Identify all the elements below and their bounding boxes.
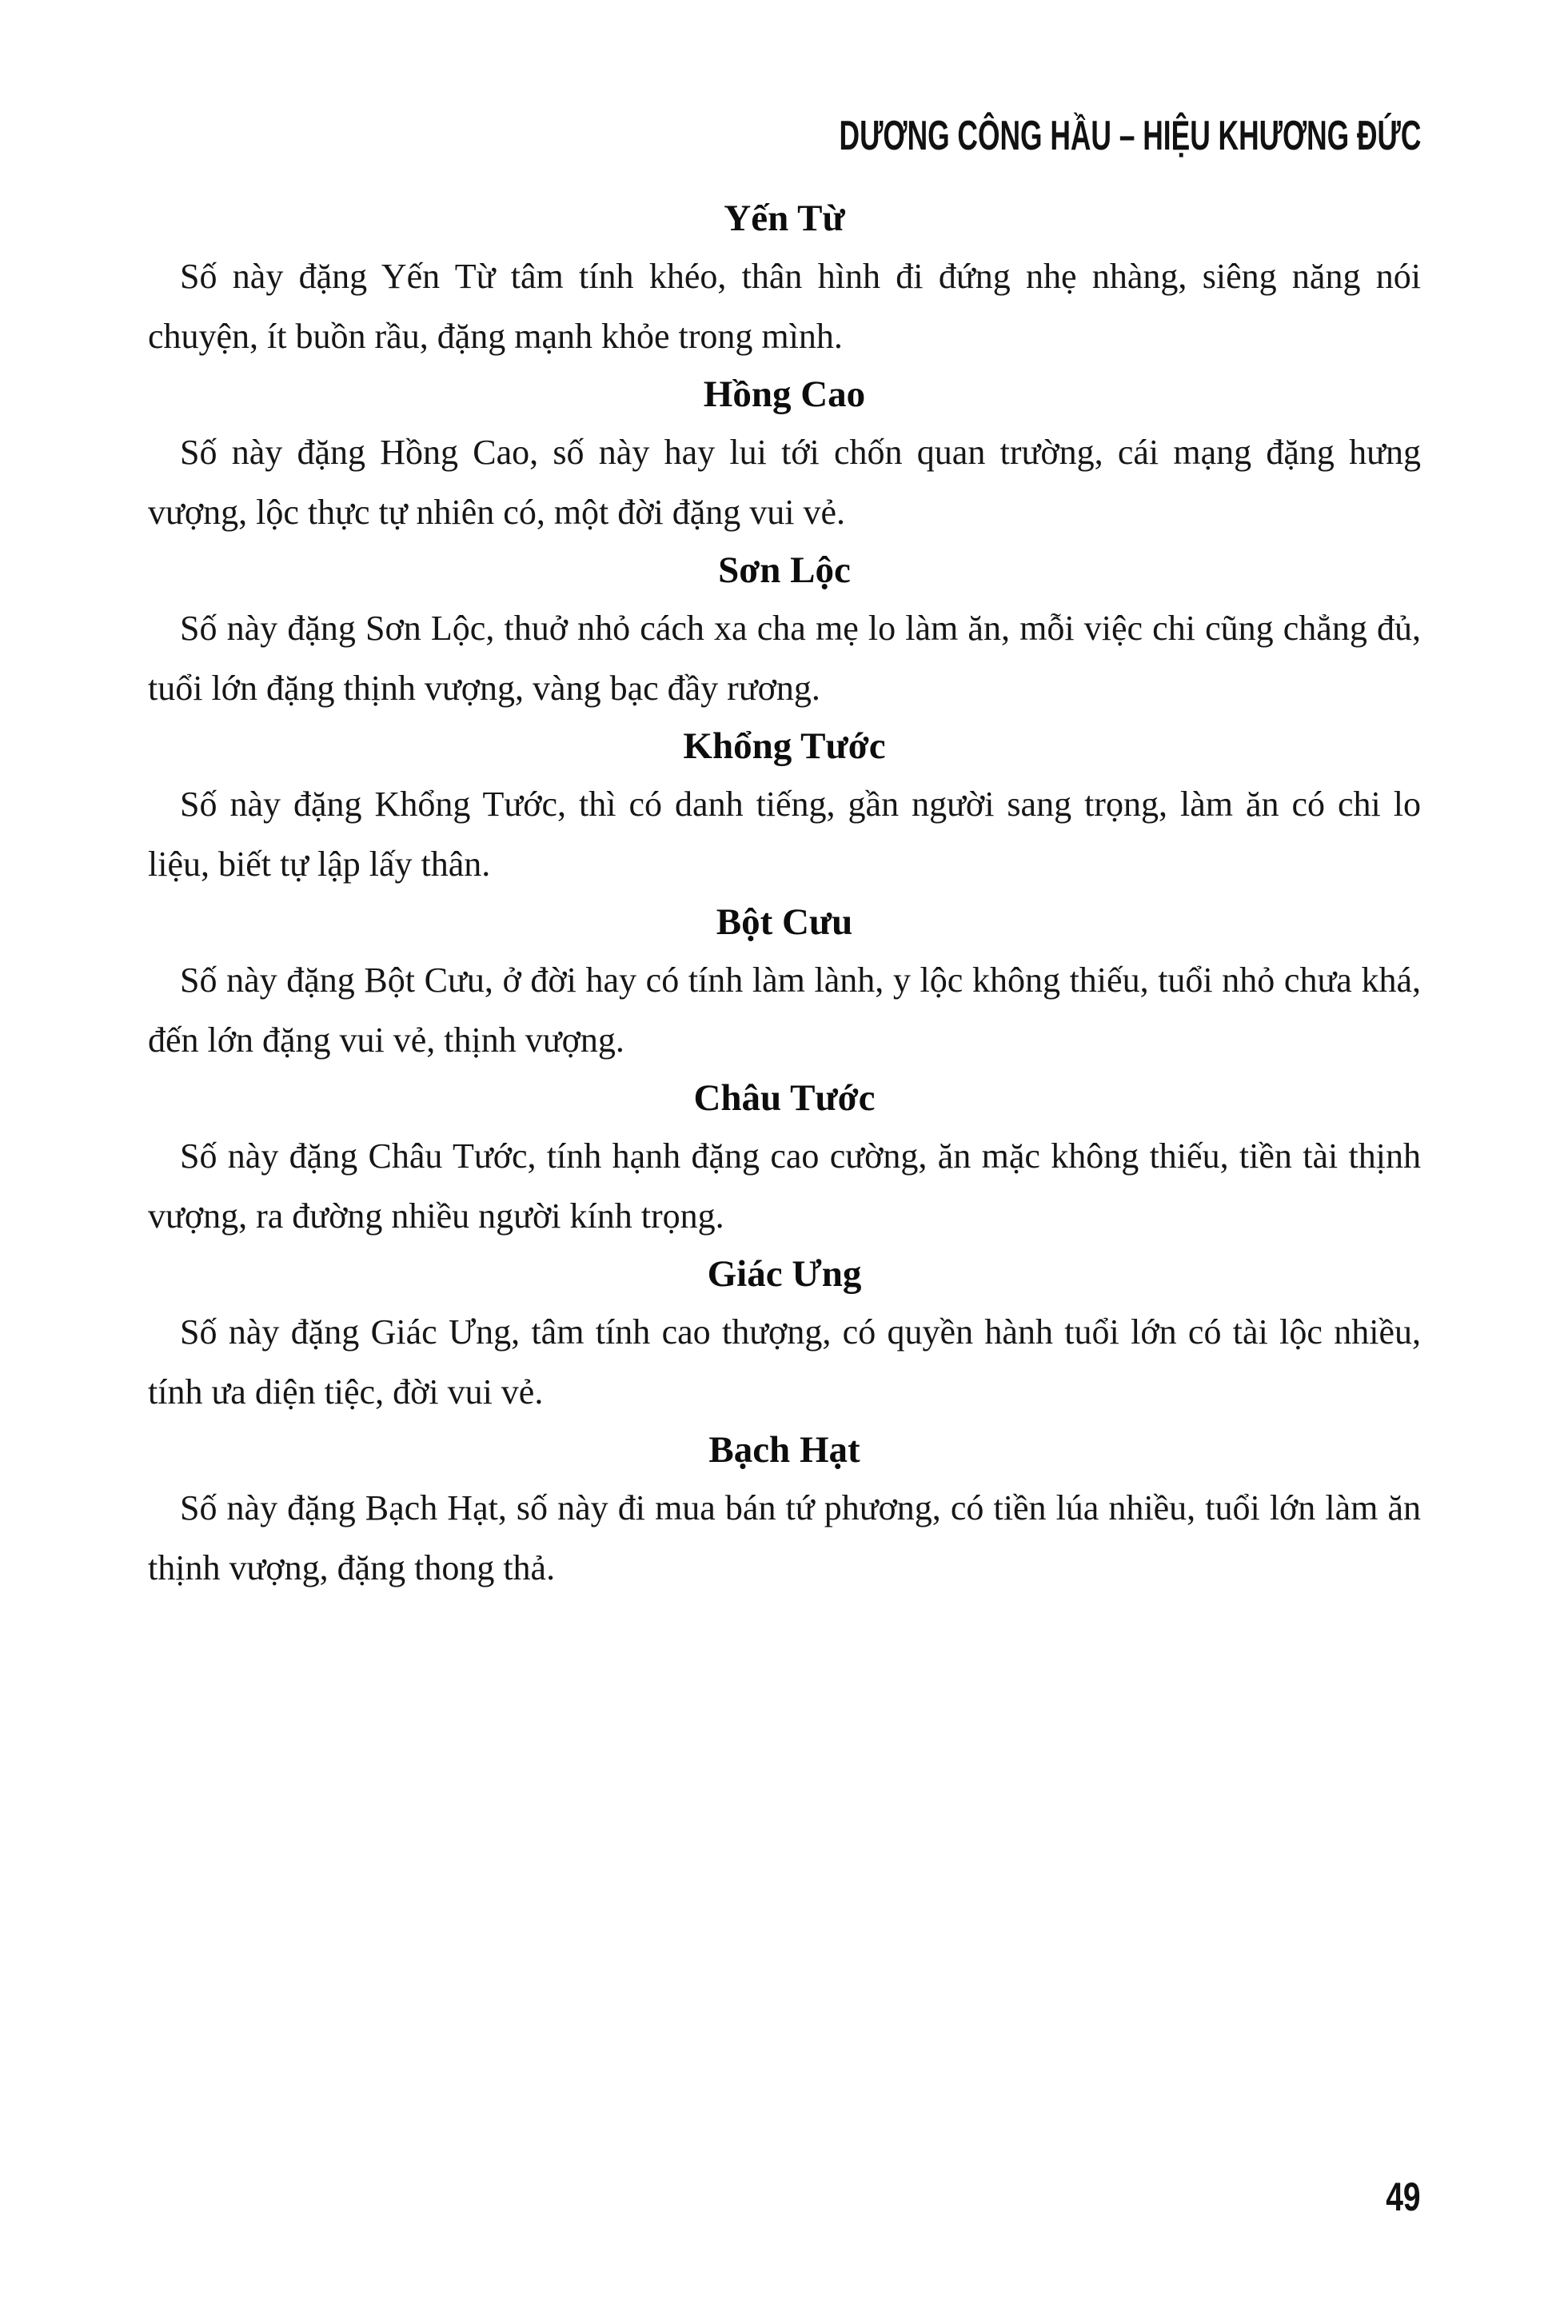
running-header: DƯƠNG CÔNG HẦU – HIỆU KHƯƠNG ĐỨC <box>839 113 1421 159</box>
section <box>148 190 1421 366</box>
section <box>148 366 1421 542</box>
section <box>148 1422 1421 1598</box>
section-paragraph: Số này đặng Châu Tước, tính hạnh đặng cao cường, ăn mặc không thiếu, tiền tài thịnh vượng, ra đường nhiều người kính trọng. <box>148 1136 1421 1236</box>
section-paragraph: Số này đặng Yến Từ tâm tính khéo, thân hình đi đứng nhẹ nhàng, siêng năng nói chuyện, ít buồn rầu, đặng mạnh khỏe trong mình. <box>148 257 1421 356</box>
section-heading: Sơn Lộc <box>718 549 851 591</box>
section <box>148 1070 1421 1246</box>
section-paragraph: Số này đặng Hồng Cao, số này hay lui tới chốn quan trường, cái mạng đặng hưng vượng, lộc thực tự nhiên có, một đời đặng vui vẻ. <box>148 433 1421 532</box>
section-paragraph: Số này đặng Sơn Lộc, thuở nhỏ cách xa cha mẹ lo làm ăn, mỗi việc chi cũng chẳng đủ, tuổi lớn đặng thịnh vượng, vàng bạc đầy rương. <box>148 609 1421 708</box>
section <box>148 894 1421 1070</box>
section-paragraph: Số này đặng Khổng Tước, thì có danh tiếng, gần người sang trọng, làm ăn có chi lo liệu, biết tự lập lấy thân. <box>148 785 1421 884</box>
section-heading: Khổng Tước <box>683 725 886 767</box>
page-number: 49 <box>1386 2174 1421 2219</box>
section-paragraph: Số này đặng Bột Cưu, ở đời hay có tính làm lành, y lộc không thiếu, tuổi nhỏ chưa khá, đến lớn đặng vui vẻ, thịnh vượng. <box>148 960 1421 1060</box>
section-paragraph: Số này đặng Bạch Hạt, số này đi mua bán tứ phương, có tiền lúa nhiều, tuổi lớn làm ăn thịnh vượng, đặng thong thả. <box>148 1488 1421 1587</box>
section <box>148 718 1421 894</box>
page-content <box>148 190 1421 1598</box>
section-heading: Yến Từ <box>724 198 845 239</box>
section <box>148 542 1421 718</box>
section-heading: Hồng Cao <box>703 373 866 415</box>
section-paragraph: Số này đặng Giác Ưng, tâm tính cao thượng, có quyền hành tuổi lớn có tài lộc nhiều, tính ưa diện tiệc, đời vui vẻ. <box>148 1312 1421 1412</box>
section <box>148 1246 1421 1422</box>
section-heading: Châu Tước <box>693 1077 876 1119</box>
section-heading: Bột Cưu <box>716 901 853 943</box>
section-heading: Bạch Hạt <box>708 1429 860 1471</box>
section-heading: Giác Ưng <box>707 1253 862 1295</box>
